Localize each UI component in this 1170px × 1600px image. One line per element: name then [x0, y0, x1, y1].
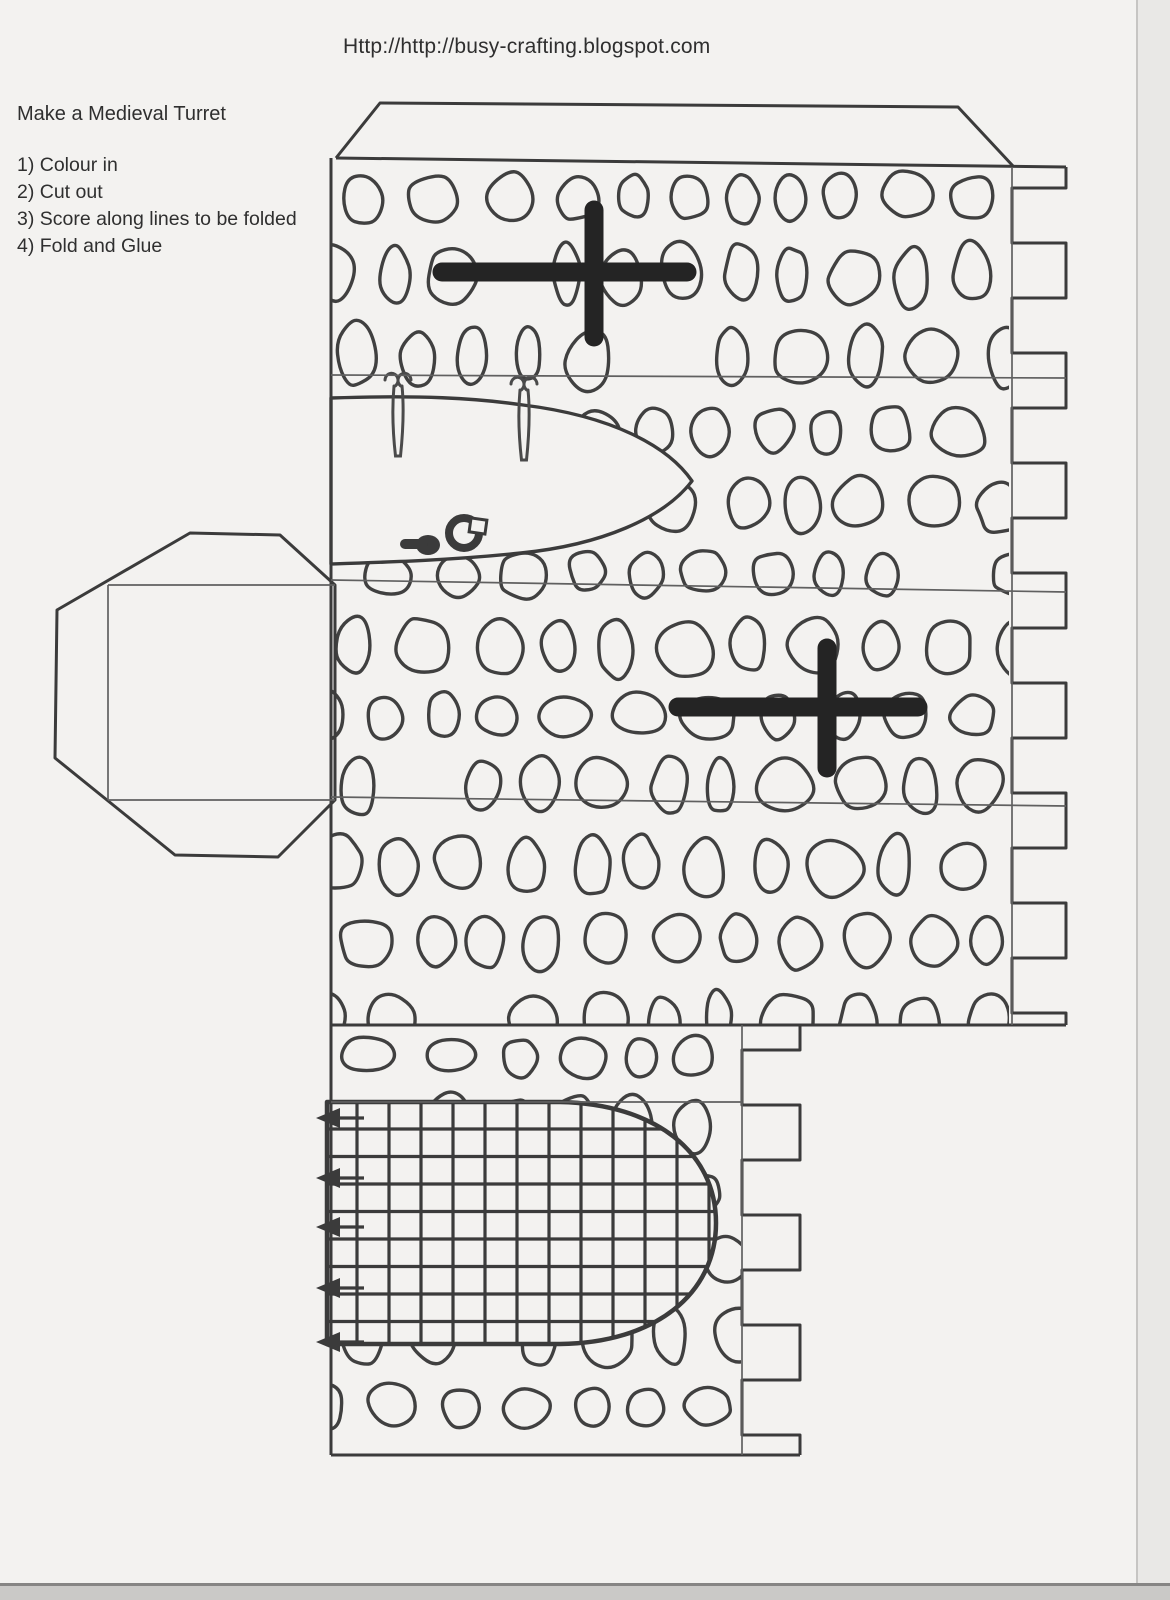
scanner-edge-band — [1136, 0, 1170, 1600]
battlement-edge-lower — [742, 1025, 800, 1455]
page-title: Make a Medieval Turret — [17, 103, 226, 125]
arrow-slit-cross — [442, 210, 687, 337]
instruction-step: 4) Fold and Glue — [17, 235, 163, 257]
glue-tab — [336, 103, 1013, 166]
fold-line — [331, 797, 1066, 806]
instruction-step: 2) Cut out — [17, 181, 103, 203]
portcullis-gate — [316, 1098, 718, 1352]
banner-shape — [331, 373, 692, 564]
fold-line — [331, 375, 1066, 378]
instruction-step: 3) Score along lines to be folded — [17, 208, 297, 230]
instruction-step: 1) Colour in — [17, 154, 118, 176]
octagon-roof — [55, 533, 335, 857]
blog-url: Http://http://busy-crafting.blogspot.com — [343, 35, 711, 58]
paper-bottom-edge — [0, 1583, 1170, 1600]
wall-top-edge — [336, 158, 1066, 167]
battlement-edge-upper — [1012, 167, 1066, 1025]
instructions-list — [17, 152, 297, 260]
